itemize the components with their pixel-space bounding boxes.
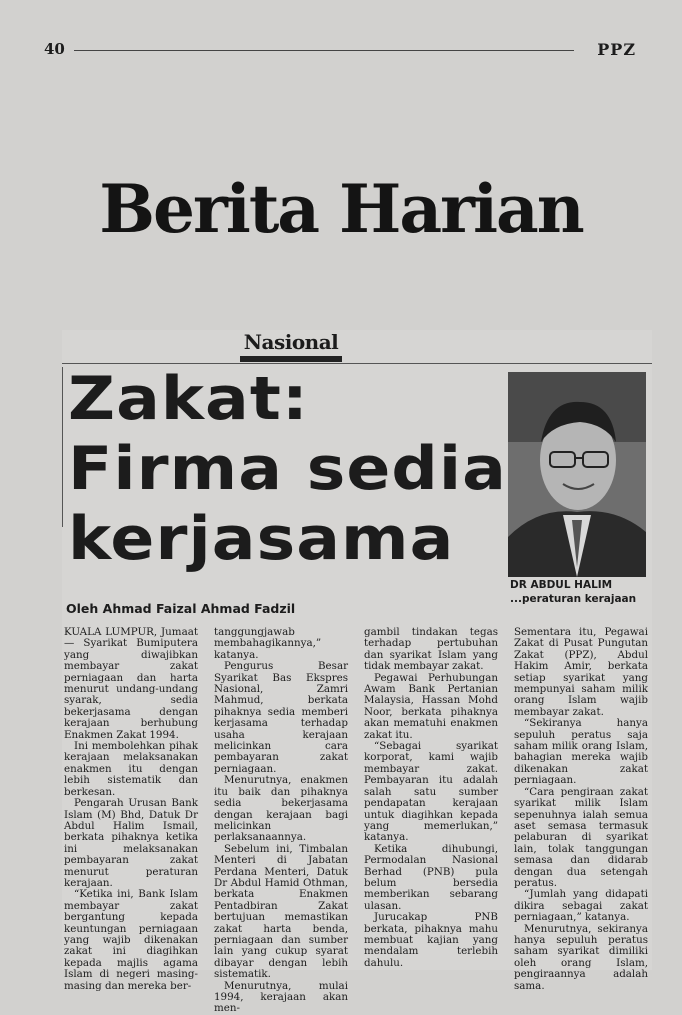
article-column-1	[64, 626, 198, 992]
article-byline: Oleh Ahmad Faizal Ahmad Fadzil	[66, 601, 296, 616]
headline-left-rule	[62, 367, 63, 527]
paragraph: Sementara itu, Pegawai Zakat di Pusat Pungutan Zakat (PPZ), Abdul Hakim Amir, berkata setiap syarikat yang mempunyai saham milik orang Islam wajib membayar zakat.	[514, 626, 648, 718]
article-column-3	[364, 626, 498, 969]
paragraph: “Ketika ini, Bank Islam membayar zakat bergantung kepada keuntungan perniagaan yang wajib dikenakan zakat ini diagihkan kepada majlis agama Islam di negeri masing-masing dan mereka ber-	[64, 888, 198, 992]
article-column-4	[514, 626, 648, 992]
newspaper-masthead: Berita Harian	[99, 170, 583, 248]
portrait-illustration	[508, 372, 646, 577]
article-column-2	[214, 626, 348, 1015]
photo-caption-quote: ...peraturan kerajaan	[510, 593, 637, 605]
headline-line-2: Firma sedia	[68, 434, 507, 504]
paragraph: Pengurus Besar Syarikat Bas Ekspres Nasional, Zamri Mahmud, berkata pihaknya sedia memberi kerjasama terhadap usaha kerajaan melicinkan cara pembayaran zakat perniagaan.	[214, 660, 348, 775]
section-label-bar	[240, 356, 342, 362]
paragraph: Ini membolehkan pihak kerajaan melaksanakan enakmen itu dengan lebih sistematik dan berkesan.	[64, 740, 198, 798]
section-label: Nasional	[243, 330, 339, 354]
paragraph: “Jumlah yang didapati dikira sebagai zakat perniagaan,” katanya.	[514, 888, 648, 924]
paragraph: Sebelum ini, Timbalan Menteri di Jabatan Perdana Menteri, Datuk Dr Abdul Hamid Othman, berkata Enakmen Pentadbiran Zakat bertujuan memastikan zakat harta benda, perniagaan dan sumber lain yang cukup syarat dibayar dengan lebih sistematik.	[214, 842, 348, 981]
headline-line-1: Zakat:	[68, 364, 309, 434]
paragraph: “Sekiranya hanya sepuluh peratus saja saham milik orang Islam, bahagian mereka wajib dikenakan zakat perniagaan.	[514, 717, 648, 787]
paragraph: KUALA LUMPUR, Jumaat — Syarikat Bumiputera yang diwajibkan membayar zakat perniagaan dan harta menurut undang-undang syarak, sedia bekerjasama dengan kerajaan berhubung Enakmen Zakat 1994.	[64, 626, 198, 741]
paragraph: Ketika dihubungi, Permodalan Nasional Berhad (PNB) pula belum bersedia memberikan sebarang ulasan.	[364, 842, 498, 912]
page-header	[44, 40, 636, 62]
paragraph: Menurutnya, mulai 1994, kerajaan akan men-	[214, 979, 348, 1015]
paragraph: Pengarah Urusan Bank Islam (M) Bhd, Datuk Dr Abdul Halim Ismail, berkata pihaknya ketika ini melaksanakan pembayaran zakat menurut peraturan kerajaan.	[64, 797, 198, 889]
paragraph: Menurutnya, sekiranya hanya sepuluh peratus saham syarikat dimiliki oleh orang Islam, pengiraannya adalah sama.	[514, 922, 648, 992]
article-headline	[68, 364, 532, 574]
article-body	[64, 626, 652, 1015]
portrait-photo	[508, 372, 646, 577]
page-number: 40	[44, 40, 65, 58]
paragraph: “Cara pengiraan zakat syarikat milik Islam sepenuhnya ialah semua aset semasa termasuk pelaburan di syarikat lain, tolak tanggungan semasa dan didarab dengan dua setengah peratus.	[514, 785, 648, 889]
section-code: PPZ	[597, 40, 636, 59]
header-rule	[74, 50, 574, 51]
headline-line-3: kerjasama	[68, 504, 455, 574]
paragraph: Pegawai Perhubungan Awam Bank Pertanian Malaysia, Hassan Mohd Noor, berkata pihaknya akan mematuhi enakmen zakat itu.	[364, 671, 498, 741]
paragraph: Menurutnya, enakmen itu baik dan pihaknya sedia bekerjasama dengan kerajaan bagi melicinkan perlaksanaannya.	[214, 774, 348, 844]
newspaper-clipping	[62, 330, 652, 1015]
paragraph: gambil tindakan tegas terhadap pertubuhan dan syarikat Islam yang tidak membayar zakat.	[364, 626, 498, 673]
photo-caption-name: DR ABDUL HALIM	[510, 579, 613, 591]
paragraph: Jurucakap PNB berkata, pihaknya mahu membuat kajian yang mendalam terlebih dahulu.	[364, 911, 498, 969]
paragraph: tanggungjawab membahagikannya,” katanya.	[214, 626, 322, 661]
paragraph: “Sebagai syarikat korporat, kami wajib membayar zakat. Pembayaran itu adalah salah satu sumber pendapatan kerajaan untuk diagihkan kepada yang memerlukan,” katanya.	[364, 740, 498, 844]
